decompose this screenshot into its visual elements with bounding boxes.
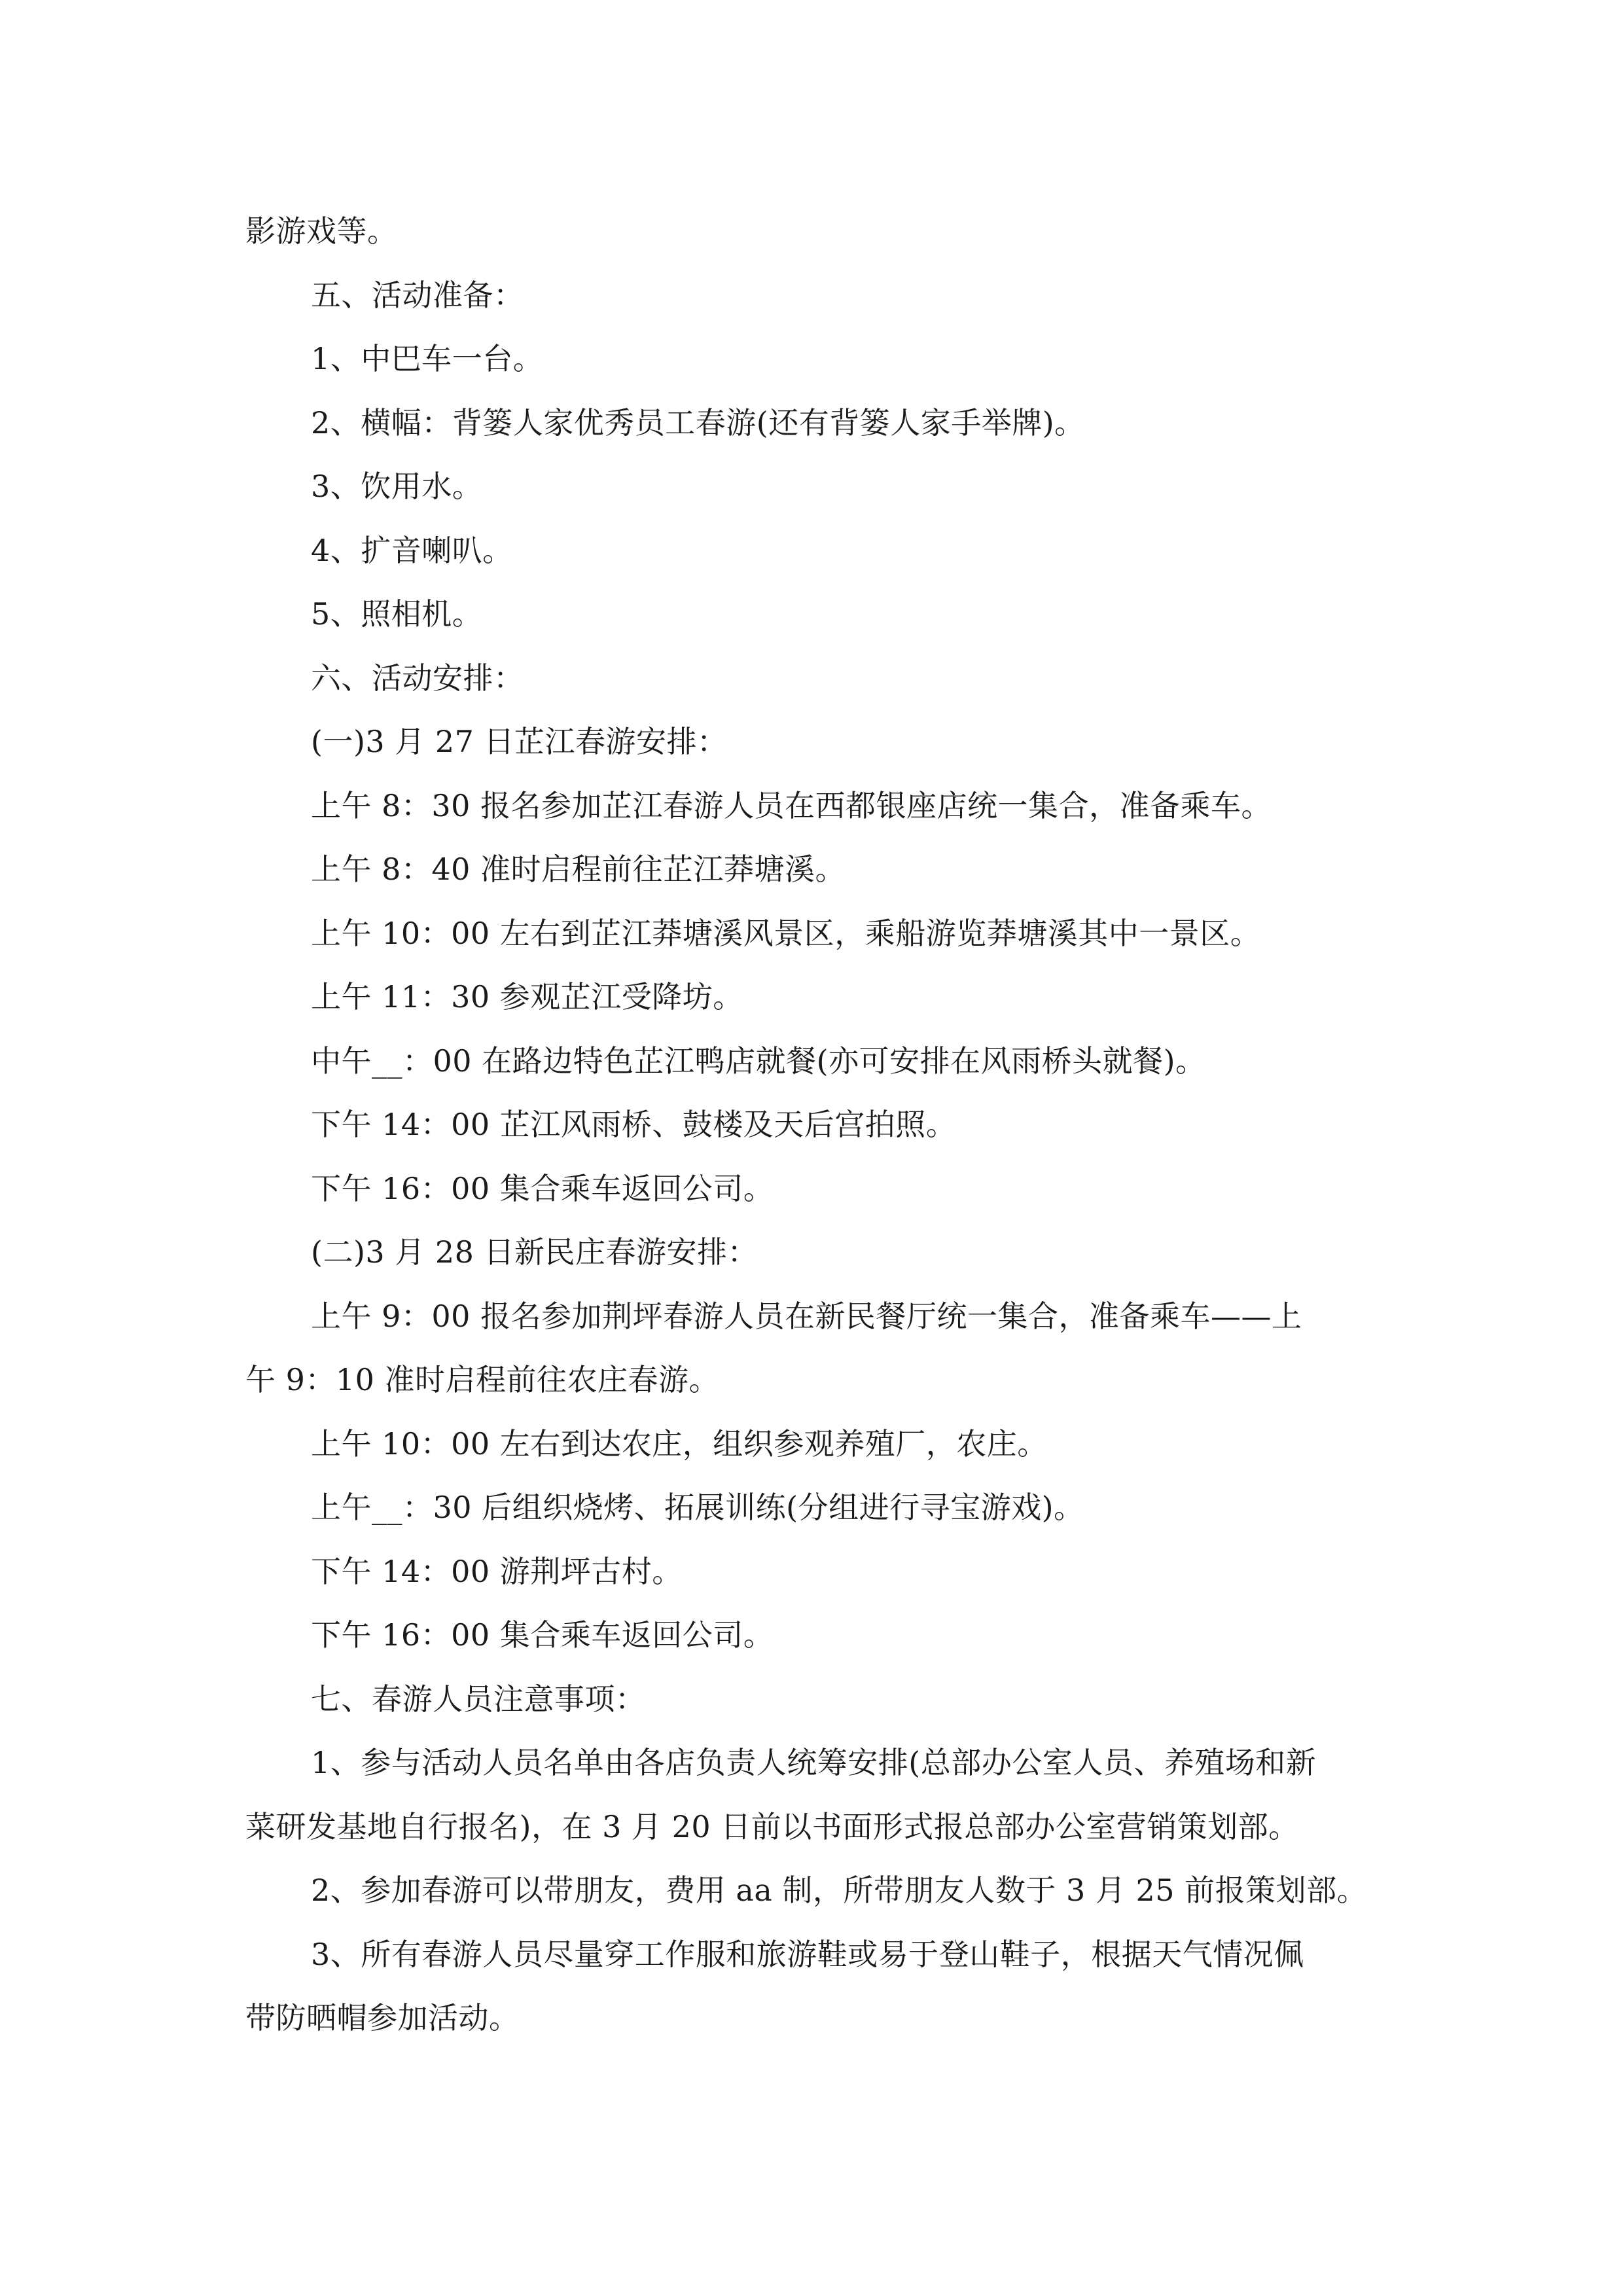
text-line: 下午 16：00 集合乘车返回公司。: [311, 1617, 774, 1653]
text-line: 上午 10：00 左右到芷江莽塘溪风景区，乘船游览莽塘溪其中一景区。: [311, 915, 1261, 951]
text-line: 上午 8：30 报名参加芷江春游人员在西都银座店统一集合，准备乘车。: [311, 787, 1272, 823]
text-line: 5、照相机。: [311, 596, 483, 632]
text-line: 上午 8：40 准时启程前往芷江莽塘溪。: [311, 852, 846, 887]
text-line: 2、参加春游可以带朋友，费用 aa 制，所带朋友人数于 3 月 25 前报策划部。: [311, 1873, 1368, 1908]
text-line: 4、扩音喇叭。: [311, 532, 513, 568]
text-line: 七、春游人员注意事项：: [311, 1681, 646, 1717]
text-line: 1、参与活动人员名单由各店负责人统筹安排(总部办公室人员、养殖场和新: [311, 1745, 1317, 1780]
text-line: 菜研发基地自行报名)，在 3 月 20 日前以书面形式报总部办公室营销策划部。: [245, 1808, 1299, 1844]
text-line: 上午 9：00 报名参加荆坪春游人员在新民餐厅统一集合，准备乘车——上: [311, 1298, 1302, 1334]
text-line: 3、所有春游人员尽量穿工作服和旅游鞋或易于登山鞋子，根据天气情况佩: [311, 1936, 1304, 1972]
text-line: 下午 14：00 游荆坪古村。: [311, 1553, 683, 1589]
text-line: 午 9：10 准时启程前往农庄春游。: [245, 1362, 720, 1397]
text-line: (一)3 月 27 日芷江春游安排：: [311, 724, 728, 759]
text-line: 影游戏等。: [245, 213, 398, 249]
text-line: 3、饮用水。: [311, 469, 483, 504]
text-line: (二)3 月 28 日新民庄春游安排：: [311, 1234, 758, 1270]
text-line: 1、中巴车一台。: [311, 341, 544, 376]
text-line: 六、活动安排：: [311, 660, 524, 696]
text-line: 中午__：00 在路边特色芷江鸭店就餐(亦可安排在风雨桥头就餐)。: [311, 1043, 1206, 1079]
text-line: 上午 11：30 参观芷江受降坊。: [311, 979, 743, 1014]
text-line: 下午 14：00 芷江风雨桥、鼓楼及天后宫拍照。: [311, 1107, 957, 1142]
text-line: 2、横幅：背篓人家优秀员工春游(还有背篓人家手举牌)。: [311, 404, 1085, 440]
text-line: 带防晒帽参加活动。: [245, 2000, 520, 2036]
document-body: [245, 200, 1404, 2051]
text-line: 下午 16：00 集合乘车返回公司。: [311, 1170, 774, 1206]
text-line: 上午__：30 后组织烧烤、拓展训练(分组进行寻宝游戏)。: [311, 1490, 1084, 1525]
text-line: 上午 10：00 左右到达农庄，组织参观养殖厂，农庄。: [311, 1426, 1048, 1462]
text-line: 五、活动准备：: [311, 277, 524, 313]
